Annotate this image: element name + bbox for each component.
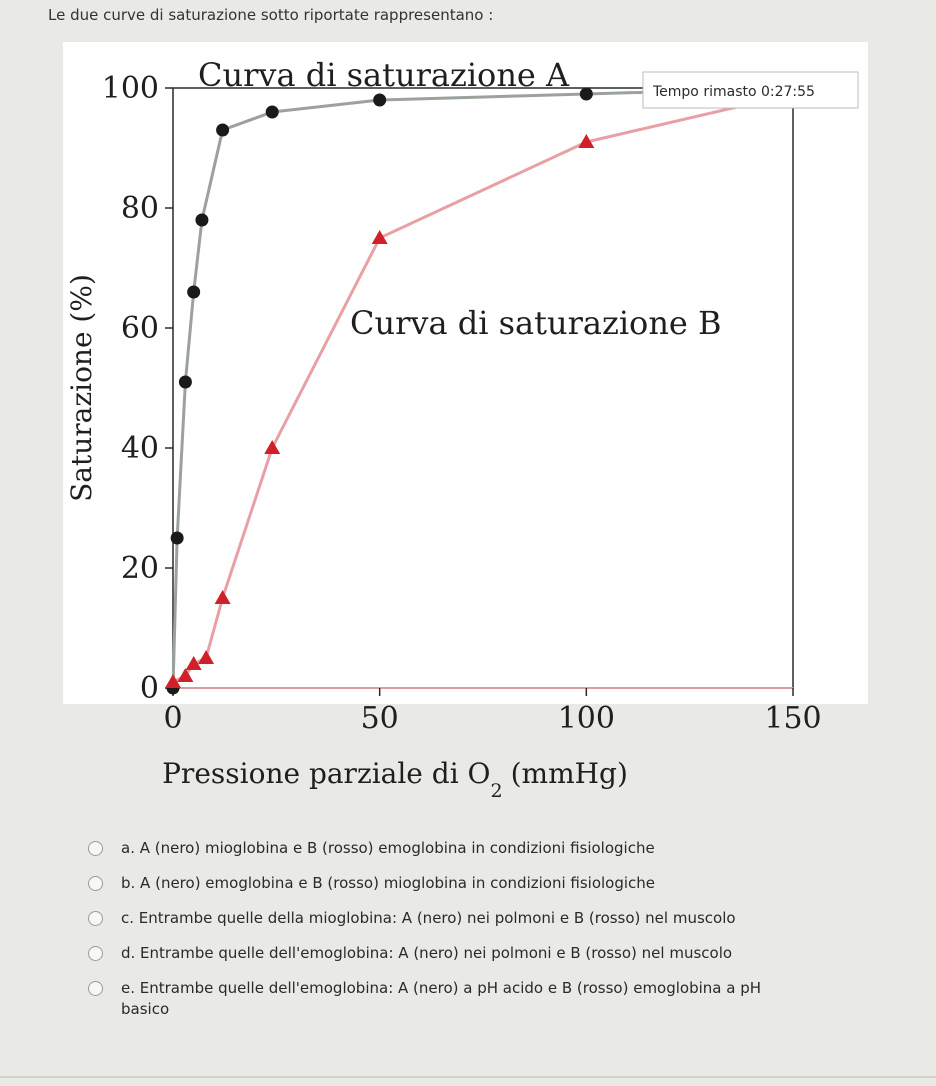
data-point-a [187,286,200,299]
series-a-label: Curva di saturazione A [198,56,570,94]
x-tick-label: 150 [764,701,822,736]
y-tick-label: 0 [139,671,159,706]
data-point-a [580,88,593,101]
radio-button[interactable] [88,946,103,961]
x-axis-label-subscript: 2 [490,780,503,802]
y-tick-label: 40 [120,431,159,466]
saturation-chart [55,38,870,808]
option-e[interactable] [88,978,908,1020]
x-axis-label [162,757,628,802]
option-label: a. A (nero) mioglobina e B (rosso) emoglobina in condizioni fisiologiche [121,839,655,857]
option-c[interactable] [88,908,908,929]
option-label: b. A (nero) emoglobina e B (rosso) mioglobina in condizioni fisiologiche [121,874,656,892]
y-tick-label: 80 [120,191,159,226]
y-tick-label: 20 [120,551,159,586]
data-point-a [216,124,229,137]
x-tick-label: 100 [557,701,615,736]
y-tick-label: 60 [120,311,159,346]
option-label: c. Entrambe quelle della mioglobina: A (nero) nei polmoni e B (rosso) nel muscolo [121,909,736,927]
y-tick-label: 100 [101,71,159,106]
x-tick-label: 50 [360,701,399,736]
option-label: e. Entrambe quelle dell'emoglobina: A (nero) a pH acido e B (rosso) emoglobina a pH basico [121,979,762,1018]
data-point-a [266,106,279,119]
x-axis-label-unit: (mmHg) [510,757,628,790]
timer-badge [643,72,858,108]
question-text: Le due curve di saturazione sotto riportate rappresentano : [48,6,494,24]
radio-button[interactable] [88,911,103,926]
x-axis-label-main: Pressione parziale di O [162,757,491,790]
option-a[interactable] [88,838,908,859]
x-tick-label: 0 [163,701,183,736]
timer-text: Tempo rimasto 0:27:55 [653,84,815,100]
data-point-a [373,94,386,107]
option-b[interactable] [88,873,908,894]
answer-options [88,838,908,1034]
radio-button[interactable] [88,981,103,996]
radio-button[interactable] [88,876,103,891]
option-label: d. Entrambe quelle dell'emoglobina: A (nero) nei polmoni e B (rosso) nel muscolo [121,944,733,962]
data-point-a [179,376,192,389]
data-point-a [171,532,184,545]
series-b-label: Curva di saturazione B [350,304,722,342]
option-d[interactable] [88,943,908,964]
chart-background [63,42,868,704]
y-axis-label: Saturazione (%) [65,274,98,502]
data-point-a [195,214,208,227]
radio-button[interactable] [88,841,103,856]
bottom-divider [0,1076,936,1078]
